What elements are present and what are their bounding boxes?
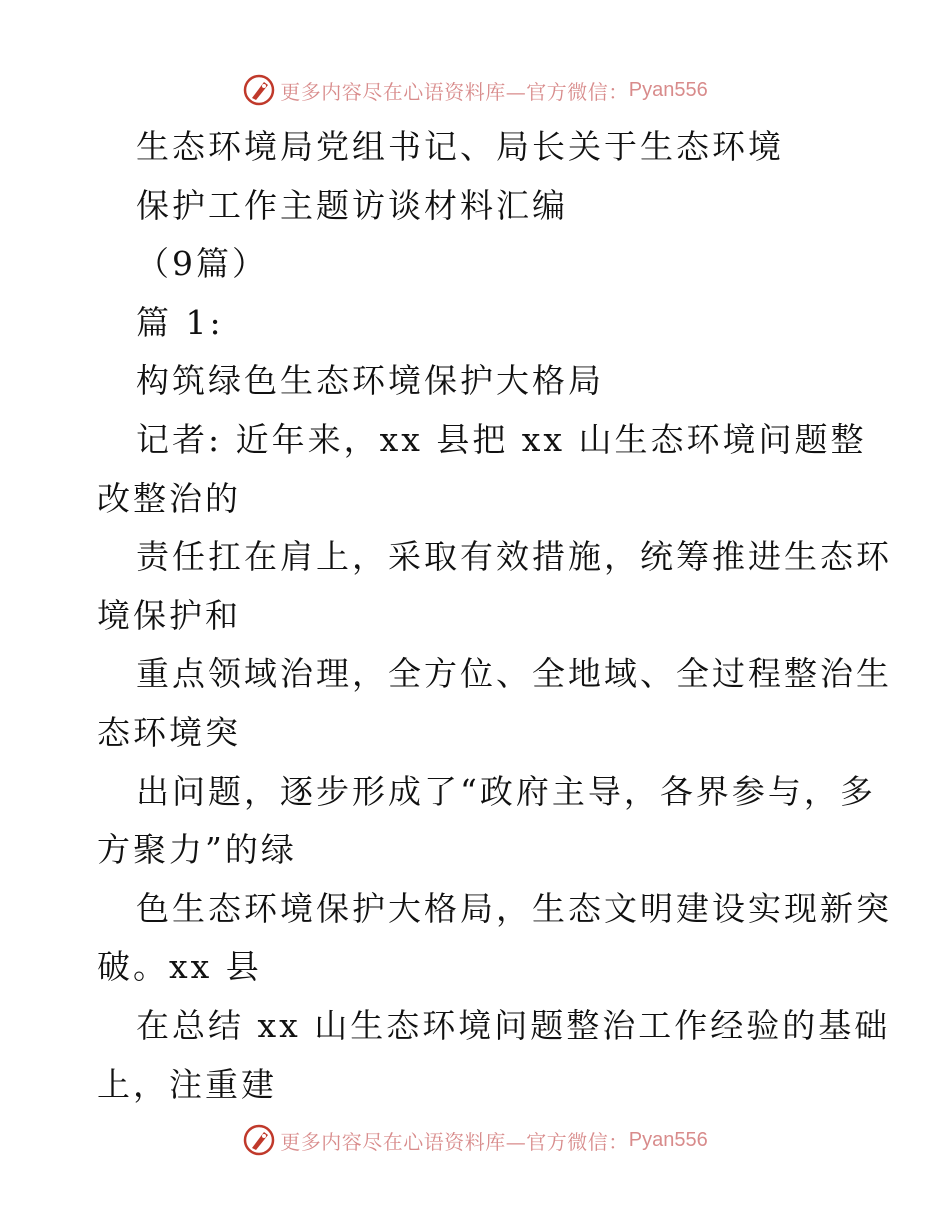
paragraph-line: 境保护和 [97,595,241,635]
header-watermark [0,72,950,108]
paragraph-line: 改整治的 [97,478,241,518]
watermark-text: 更多内容尽在心语资料库—官方微信： [280,79,629,104]
watermark-text: 更多内容尽在心语资料库—官方微信： [280,1129,629,1154]
pen-nib-logo-icon [242,73,276,107]
paragraph-line: 责任扛在肩上，采取有效措施，统筹推进生态环 [136,537,892,577]
pen-nib-logo-icon [242,1123,276,1157]
paragraph-line: 破。xx 县 [97,947,262,987]
paragraph-line: 方聚力”的绿 [97,830,297,870]
document-body [97,118,892,1114]
paragraph-line: 色生态环境保护大格局，生态文明建设实现新突 [136,888,892,928]
paragraph-line: 态环境突 [97,712,241,752]
paragraph-line: 在总结 xx 山生态环境问题整治工作经验的基础 [136,1005,891,1045]
footer-watermark [0,1122,950,1158]
title-count: （9篇） [136,244,268,284]
paragraph-line: 记者: 近年来，xx 县把 xx 山生态环境问题整 [136,419,867,459]
chapter-title: 构筑绿色生态环境保护大格局 [136,361,604,401]
title-line-1: 生态环境局党组书记、局长关于生态环境 [136,127,784,166]
paragraph-line: 重点领域治理，全方位、全地域、全过程整治生 [136,654,892,694]
watermark-wechat-id: Pyan556 [628,1128,708,1151]
watermark-wechat-id: Pyan556 [628,78,708,101]
title-line-2: 保护工作主题访谈材料汇编 [136,185,568,225]
chapter-label: 篇 1: [136,302,224,342]
paragraph-line: 上，注重建 [97,1064,277,1104]
paragraph-line: 出问题，逐步形成了“政府主导，各界参与，多 [136,771,876,811]
